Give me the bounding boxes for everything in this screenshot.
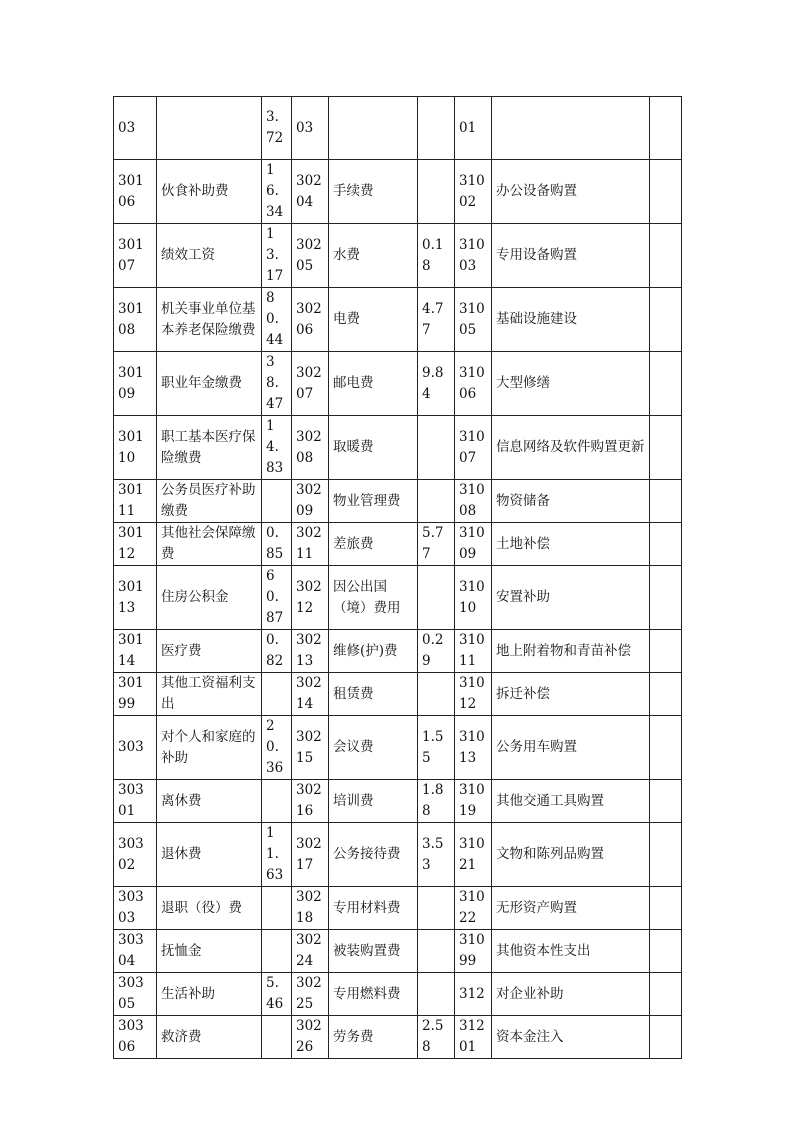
blank-cell [650,97,682,160]
econ-code-cell: 30303 [114,887,157,930]
econ-code-cell: 30306 [114,1016,157,1059]
item-name-cell: 劳务费 [329,1016,418,1059]
amount-cell [262,480,292,523]
amount-cell [262,887,292,930]
econ-code-cell: 30217 [292,823,329,887]
table-row [114,823,682,887]
econ-code-cell: 30112 [114,523,157,566]
blank-cell [650,480,682,523]
item-name-cell: 公务员医疗补助缴费 [157,480,262,523]
amount-cell [262,780,292,823]
item-name-cell: 邮电费 [329,352,418,416]
econ-code-cell: 03 [292,97,329,160]
econ-code-cell: 30215 [292,716,329,780]
econ-code-cell: 01 [455,97,492,160]
item-name-cell: 地上附着物和青苗补偿 [492,630,650,673]
econ-code-cell: 31011 [455,630,492,673]
amount-cell: 5.77 [418,523,455,566]
econ-code-cell: 303 [114,716,157,780]
econ-code-cell: 30111 [114,480,157,523]
blank-cell [650,1016,682,1059]
table-row [114,630,682,673]
table-row [114,288,682,352]
table-row [114,416,682,480]
amount-cell: 60.87 [262,566,292,630]
amount-cell: 13.17 [262,224,292,288]
econ-code-cell: 30107 [114,224,157,288]
econ-code-cell: 31022 [455,887,492,930]
item-name-cell: 其他交通工具购置 [492,780,650,823]
item-name-cell: 生活补助 [157,973,262,1016]
item-name-cell: 救济费 [157,1016,262,1059]
item-name-cell: 其他社会保障缴费 [157,523,262,566]
item-name-cell: 无形资产购置 [492,887,650,930]
amount-cell: 0.18 [418,224,455,288]
amount-cell [418,887,455,930]
econ-code-cell: 31009 [455,523,492,566]
econ-code-cell: 03 [114,97,157,160]
econ-code-cell: 31012 [455,673,492,716]
amount-cell: 0.85 [262,523,292,566]
amount-cell [418,673,455,716]
item-name-cell: 资本金注入 [492,1016,650,1059]
econ-code-cell: 30110 [114,416,157,480]
amount-cell: 0.29 [418,630,455,673]
item-name-cell: 水费 [329,224,418,288]
item-name-cell: 职业年金缴费 [157,352,262,416]
amount-cell: 80.44 [262,288,292,352]
item-name-cell: 对企业补助 [492,973,650,1016]
econ-code-cell: 30109 [114,352,157,416]
econ-code-cell: 30113 [114,566,157,630]
table-row [114,780,682,823]
amount-cell [418,566,455,630]
blank-cell [650,416,682,480]
item-name-cell: 医疗费 [157,630,262,673]
blank-cell [650,887,682,930]
amount-cell [262,673,292,716]
econ-code-cell: 31008 [455,480,492,523]
item-name-cell: 电费 [329,288,418,352]
econ-code-cell: 30302 [114,823,157,887]
amount-cell: 20.36 [262,716,292,780]
item-name-cell: 住房公积金 [157,566,262,630]
blank-cell [650,930,682,973]
econ-code-cell: 30209 [292,480,329,523]
econ-code-cell: 30108 [114,288,157,352]
item-name-cell: 退职（役）费 [157,887,262,930]
econ-code-cell: 30199 [114,673,157,716]
amount-cell: 3.72 [262,97,292,160]
amount-cell: 3.53 [418,823,455,887]
econ-code-cell: 30301 [114,780,157,823]
table-row [114,480,682,523]
item-name-cell: 离休费 [157,780,262,823]
amount-cell [418,416,455,480]
econ-code-cell: 30211 [292,523,329,566]
table-row [114,887,682,930]
item-name-cell: 伙食补助费 [157,160,262,224]
blank-cell [650,673,682,716]
amount-cell [418,973,455,1016]
blank-cell [650,160,682,224]
item-name-cell: 拆迁补偿 [492,673,650,716]
item-name-cell: 职工基本医疗保险缴费 [157,416,262,480]
econ-code-cell: 30216 [292,780,329,823]
econ-code-cell: 30208 [292,416,329,480]
amount-cell: 16.34 [262,160,292,224]
table-row [114,160,682,224]
amount-cell [418,480,455,523]
econ-code-cell: 31013 [455,716,492,780]
econ-code-cell: 30213 [292,630,329,673]
item-name-cell: 培训费 [329,780,418,823]
item-name-cell: 会议费 [329,716,418,780]
amount-cell: 2.58 [418,1016,455,1059]
econ-code-cell: 31005 [455,288,492,352]
econ-code-cell: 30226 [292,1016,329,1059]
item-name-cell [492,97,650,160]
item-name-cell: 手续费 [329,160,418,224]
blank-cell [650,288,682,352]
blank-cell [650,823,682,887]
amount-cell: 9.84 [418,352,455,416]
budget-table [113,96,682,1059]
item-name-cell: 基础设施建设 [492,288,650,352]
amount-cell [418,160,455,224]
item-name-cell: 被装购置费 [329,930,418,973]
item-name-cell: 物业管理费 [329,480,418,523]
item-name-cell: 对个人和家庭的补助 [157,716,262,780]
blank-cell [650,780,682,823]
amount-cell: 11.63 [262,823,292,887]
item-name-cell: 退休费 [157,823,262,887]
econ-code-cell: 31006 [455,352,492,416]
amount-cell: 0.82 [262,630,292,673]
amount-cell [262,1016,292,1059]
item-name-cell [329,97,418,160]
econ-code-cell: 312 [455,973,492,1016]
econ-code-cell: 30304 [114,930,157,973]
item-name-cell: 安置补助 [492,566,650,630]
econ-code-cell: 30114 [114,630,157,673]
blank-cell [650,523,682,566]
item-name-cell: 其他工资福利支出 [157,673,262,716]
econ-code-cell: 30224 [292,930,329,973]
table-row [114,523,682,566]
econ-code-cell: 30205 [292,224,329,288]
econ-code-cell: 31007 [455,416,492,480]
table-row [114,1016,682,1059]
amount-cell [418,930,455,973]
item-name-cell: 租赁费 [329,673,418,716]
item-name-cell: 物资储备 [492,480,650,523]
blank-cell [650,352,682,416]
blank-cell [650,224,682,288]
amount-cell [418,97,455,160]
blank-cell [650,716,682,780]
econ-code-cell: 31019 [455,780,492,823]
item-name-cell: 绩效工资 [157,224,262,288]
item-name-cell: 公务接待费 [329,823,418,887]
item-name-cell [157,97,262,160]
amount-cell: 5.46 [262,973,292,1016]
blank-cell [650,973,682,1016]
econ-code-cell: 31002 [455,160,492,224]
econ-code-cell: 30106 [114,160,157,224]
econ-code-cell: 30204 [292,160,329,224]
item-name-cell: 其他资本性支出 [492,930,650,973]
item-name-cell: 抚恤金 [157,930,262,973]
amount-cell: 1.88 [418,780,455,823]
econ-code-cell: 30212 [292,566,329,630]
blank-cell [650,566,682,630]
item-name-cell: 文物和陈列品购置 [492,823,650,887]
econ-code-cell: 30207 [292,352,329,416]
econ-code-cell: 30206 [292,288,329,352]
table-row [114,352,682,416]
table-row [114,224,682,288]
item-name-cell: 信息网络及软件购置更新 [492,416,650,480]
econ-code-cell: 30214 [292,673,329,716]
blank-cell [650,630,682,673]
econ-code-cell: 30225 [292,973,329,1016]
table-row [114,973,682,1016]
econ-code-cell: 31099 [455,930,492,973]
econ-code-cell: 31201 [455,1016,492,1059]
table-row [114,566,682,630]
amount-cell: 38.47 [262,352,292,416]
amount-cell [262,930,292,973]
amount-cell: 14.83 [262,416,292,480]
amount-cell: 4.77 [418,288,455,352]
item-name-cell: 大型修缮 [492,352,650,416]
item-name-cell: 机关事业单位基本养老保险缴费 [157,288,262,352]
table-row [114,716,682,780]
econ-code-cell: 30305 [114,973,157,1016]
table-row [114,97,682,160]
item-name-cell: 取暖费 [329,416,418,480]
item-name-cell: 专用燃料费 [329,973,418,1016]
econ-code-cell: 31003 [455,224,492,288]
econ-code-cell: 31010 [455,566,492,630]
item-name-cell: 专用材料费 [329,887,418,930]
item-name-cell: 维修(护)费 [329,630,418,673]
item-name-cell: 办公设备购置 [492,160,650,224]
item-name-cell: 差旅费 [329,523,418,566]
amount-cell: 1.55 [418,716,455,780]
item-name-cell: 土地补偿 [492,523,650,566]
table-row [114,673,682,716]
table-row [114,930,682,973]
item-name-cell: 因公出国（境）费用 [329,566,418,630]
econ-code-cell: 31021 [455,823,492,887]
item-name-cell: 专用设备购置 [492,224,650,288]
econ-code-cell: 30218 [292,887,329,930]
item-name-cell: 公务用车购置 [492,716,650,780]
